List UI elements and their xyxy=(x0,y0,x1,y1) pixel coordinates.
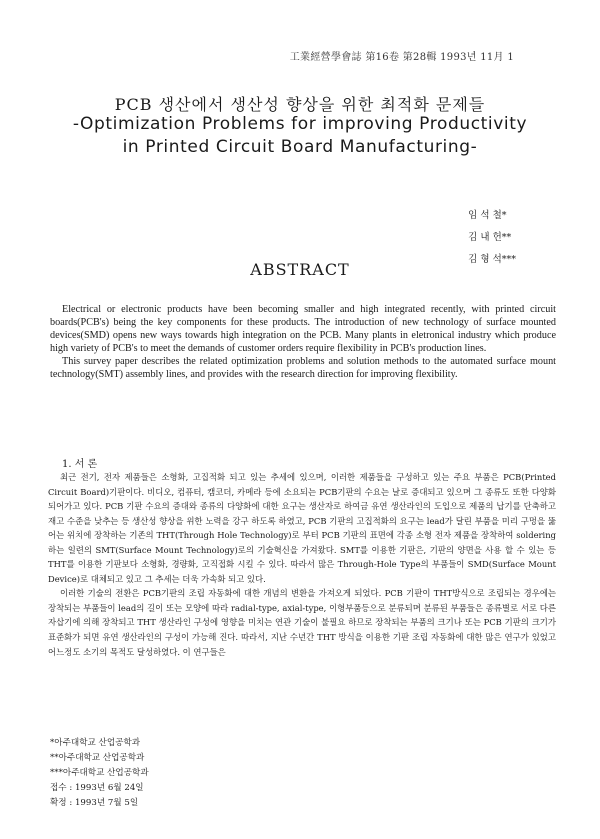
footnote-affiliation-3: ***아주대학교 산업공학과 xyxy=(50,768,149,778)
footnotes xyxy=(50,736,149,811)
abstract-paragraph: Electrical or electronic products have been becoming smaller and high integrated recently, with printed circuit boards(PCB's) being the key components for these products. The introduction of new technology of surface mounted devices(SMD) opens new ways towards high integration on the PCB. Many plants in eletronical industry which produce high variety of PCB's to meet the demands of customer orders require flexibility in PCB's production lines. xyxy=(50,304,556,354)
footnote-accepted: 확정 : 1993년 7월 5일 xyxy=(50,798,139,808)
author-1: 임 석 철* xyxy=(468,210,507,221)
section-body xyxy=(48,470,556,659)
english-title-line1: -Optimization Problems for improving Productivity xyxy=(72,114,528,134)
english-title-line2: in Printed Circuit Board Manufacturing- xyxy=(122,137,478,157)
journal-header: 工業經營學會誌 第16卷 第28輯 1993년 11月 1 xyxy=(289,52,514,63)
body-paragraph: 최근 전기, 전자 제품들은 소형화, 고집적화 되고 있는 추세에 있으며, 이러한 제품들을 구성하고 있는 주요 부품은 PCB(Printed Circuit Board)기판이다. 비디오, 컴퓨터, 캠코더, 카메라 등에 소요되는 PCB기판의 수요는 날로 증대되고 있으며 그 종류도 또한 다양화 되어가고 있다. PCB 기판 수요의 증대와 종류의 다양화에 대한 요구는 생산자로 하여금 유연 생산라인의 도입으로 제품의 납기를 단축하고 재고 수준을 낮추는 등 생산성 향상을 위한 노력을 강구 하도록 하였고, PCB 기판의 고집적화의 요구는 lead가 달린 부품을 미리 구멍을 뚫어는 위치에 장착하는 기존의 THT(Through Hole Technology)로 부터 PCB 기판의 표면에 각종 소형 전자 제품을 장착하여 soldering하는 일련의 SMT(Surface Mount Technology)로의 기술혁신을 가져왔다. SMT를 이용한 기판은, 기판의 양면을 사용 할 수 있는 등 THT를 이용한 기판보다 소형화, 경량화, 고직접화 시킬 수 있다. 따라서 많은 Through-Hole Type의 부품들이 SMD(Surface Mount Device)로 대체되고 있고 그 추세는 더욱 가속화 되고 있다. xyxy=(48,472,556,584)
abstract-paragraph: This survey paper describes the related optimization problems and solution methods to the automated surface mount technology(SMT) assembly lines, and provides with the research direction for improving flexibility. xyxy=(50,356,556,380)
footnote-affiliation-1: *아주대학교 산업공학과 xyxy=(50,738,141,748)
abstract-heading: ABSTRACT xyxy=(250,260,350,279)
section-title: 1. 서 론 xyxy=(62,459,98,470)
author-3: 김 형 석*** xyxy=(468,254,516,265)
footnote-affiliation-2: **아주대학교 산업공학과 xyxy=(50,753,145,763)
author-2: 김 내 헌** xyxy=(468,232,512,243)
korean-title: PCB 생산에서 생산성 향상을 위한 최적화 문제들 xyxy=(114,95,486,114)
english-title xyxy=(0,113,600,159)
abstract-body xyxy=(50,303,556,381)
body-paragraph: 이러한 기술의 전환은 PCB기판의 조립 자동화에 대한 개념의 변환을 가져오게 되었다. PCB 기판이 THT방식으로 조립되는 경우에는 장착되는 부품들이 lead의 길이 또는 모양에 따라 radial-type, axial-type, 이형부품등으로 분류되며 분류된 부품들은 종류별로 서로 다른 자삽기에 의해 장착되고 THT 생산라인 구성에 영향을 미치는 연관 기술이 불필요 하므로 장착되는 부품의 크기나 또는 PCB 기판의 크기가 표준화가 되면 유연 생산라인의 구성이 가능해 진다. 따라서, 지난 수년간 THT 방식을 이용한 기판 조립 자동화에 대한 많은 연구가 있었고 어느정도 소기의 목적도 달성하였다. 이 연구들은 xyxy=(48,588,556,657)
footnote-received: 접수 : 1993년 6월 24일 xyxy=(50,783,144,793)
